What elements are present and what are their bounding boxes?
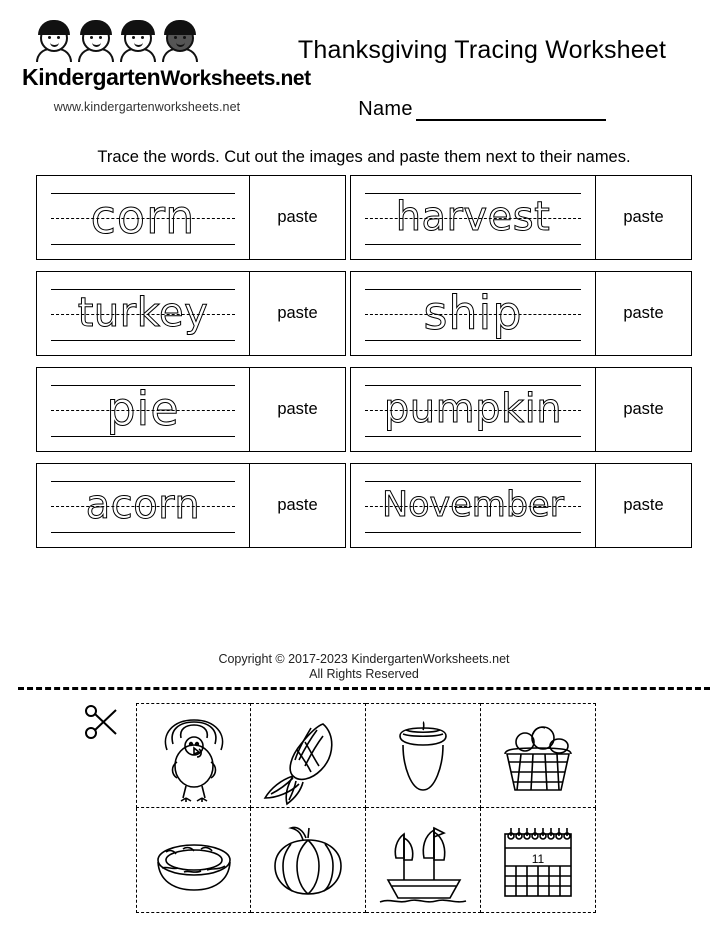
trace-word: November bbox=[381, 485, 565, 525]
tracing-card-harvest bbox=[350, 175, 692, 260]
name-field bbox=[262, 98, 702, 121]
instructions-text: Trace the words. Cut out the images and paste them next to their names. bbox=[97, 148, 631, 166]
calendar-month-number: 11 bbox=[531, 852, 545, 866]
cutout-row bbox=[136, 808, 598, 913]
ship-image[interactable] bbox=[366, 808, 481, 913]
site-logo[interactable] bbox=[22, 18, 311, 114]
trace-word: acorn bbox=[85, 482, 201, 528]
pie-image[interactable] bbox=[136, 808, 251, 913]
logo-word-worksheets: Worksheets bbox=[160, 67, 276, 90]
tracing-card-ship bbox=[350, 271, 692, 356]
harvest-basket-image[interactable] bbox=[481, 703, 596, 808]
tracing-row bbox=[36, 271, 692, 356]
site-url: www.kindergartenworksheets.net bbox=[53, 100, 241, 114]
tracing-card-november bbox=[350, 463, 692, 548]
paste-box[interactable]: paste bbox=[249, 464, 345, 547]
tracing-card-pumpkin bbox=[350, 367, 692, 452]
trace-word: turkey bbox=[77, 290, 209, 336]
scissors-icon bbox=[82, 703, 122, 743]
paste-box[interactable]: paste bbox=[249, 176, 345, 259]
trace-word: corn bbox=[90, 190, 196, 244]
trace-area[interactable] bbox=[351, 272, 595, 355]
page-header bbox=[0, 0, 728, 140]
logo-word-tld: .net bbox=[275, 67, 311, 90]
kid-figure-icon bbox=[34, 18, 76, 62]
trace-word: harvest bbox=[395, 194, 551, 240]
tracing-card-corn bbox=[36, 175, 346, 260]
rights-line: All Rights Reserved bbox=[309, 667, 419, 681]
cut-here-dashed-line bbox=[18, 687, 710, 690]
trace-word: ship bbox=[423, 286, 523, 340]
logo-wordmark bbox=[22, 64, 311, 91]
paste-box[interactable]: paste bbox=[595, 176, 691, 259]
trace-area[interactable] bbox=[351, 464, 595, 547]
trace-word: pie bbox=[106, 382, 180, 436]
trace-area[interactable] bbox=[351, 368, 595, 451]
trace-area[interactable] bbox=[37, 272, 249, 355]
footer-copyright bbox=[0, 652, 728, 682]
corn-image[interactable] bbox=[251, 703, 366, 808]
kid-figure-icon bbox=[76, 18, 118, 62]
paste-box[interactable]: paste bbox=[249, 272, 345, 355]
tracing-card-acorn bbox=[36, 463, 346, 548]
trace-word: pumpkin bbox=[383, 386, 563, 432]
page-title: Thanksgiving Tracing Worksheet bbox=[297, 36, 667, 64]
acorn-image[interactable] bbox=[366, 703, 481, 808]
calendar-november-image[interactable] bbox=[481, 808, 596, 913]
tracing-row bbox=[36, 367, 692, 452]
paste-box[interactable]: paste bbox=[595, 464, 691, 547]
pumpkin-image[interactable] bbox=[251, 808, 366, 913]
kid-figure-icon bbox=[118, 18, 160, 62]
kid-figure-icon bbox=[160, 18, 202, 62]
tracing-card-turkey bbox=[36, 271, 346, 356]
copyright-line: Copyright © 2017-2023 KindergartenWorksheets.net bbox=[218, 652, 510, 666]
tracing-row bbox=[36, 463, 692, 548]
turkey-image[interactable] bbox=[136, 703, 251, 808]
name-input-line[interactable] bbox=[416, 102, 606, 121]
paste-box[interactable]: paste bbox=[249, 368, 345, 451]
tracing-row bbox=[36, 175, 692, 260]
trace-area[interactable] bbox=[37, 176, 249, 259]
name-label: Name bbox=[358, 98, 413, 120]
cutout-row bbox=[136, 703, 598, 808]
kids-illustration-icon bbox=[34, 18, 249, 62]
trace-area[interactable] bbox=[37, 464, 249, 547]
paste-box[interactable]: paste bbox=[595, 368, 691, 451]
cutout-image-grid bbox=[136, 703, 598, 913]
trace-area[interactable] bbox=[37, 368, 249, 451]
tracing-card-pie bbox=[36, 367, 346, 452]
trace-area[interactable] bbox=[351, 176, 595, 259]
logo-word-kindergarten: Kindergarten bbox=[22, 64, 161, 90]
paste-box[interactable]: paste bbox=[595, 272, 691, 355]
tracing-grid bbox=[36, 175, 692, 559]
